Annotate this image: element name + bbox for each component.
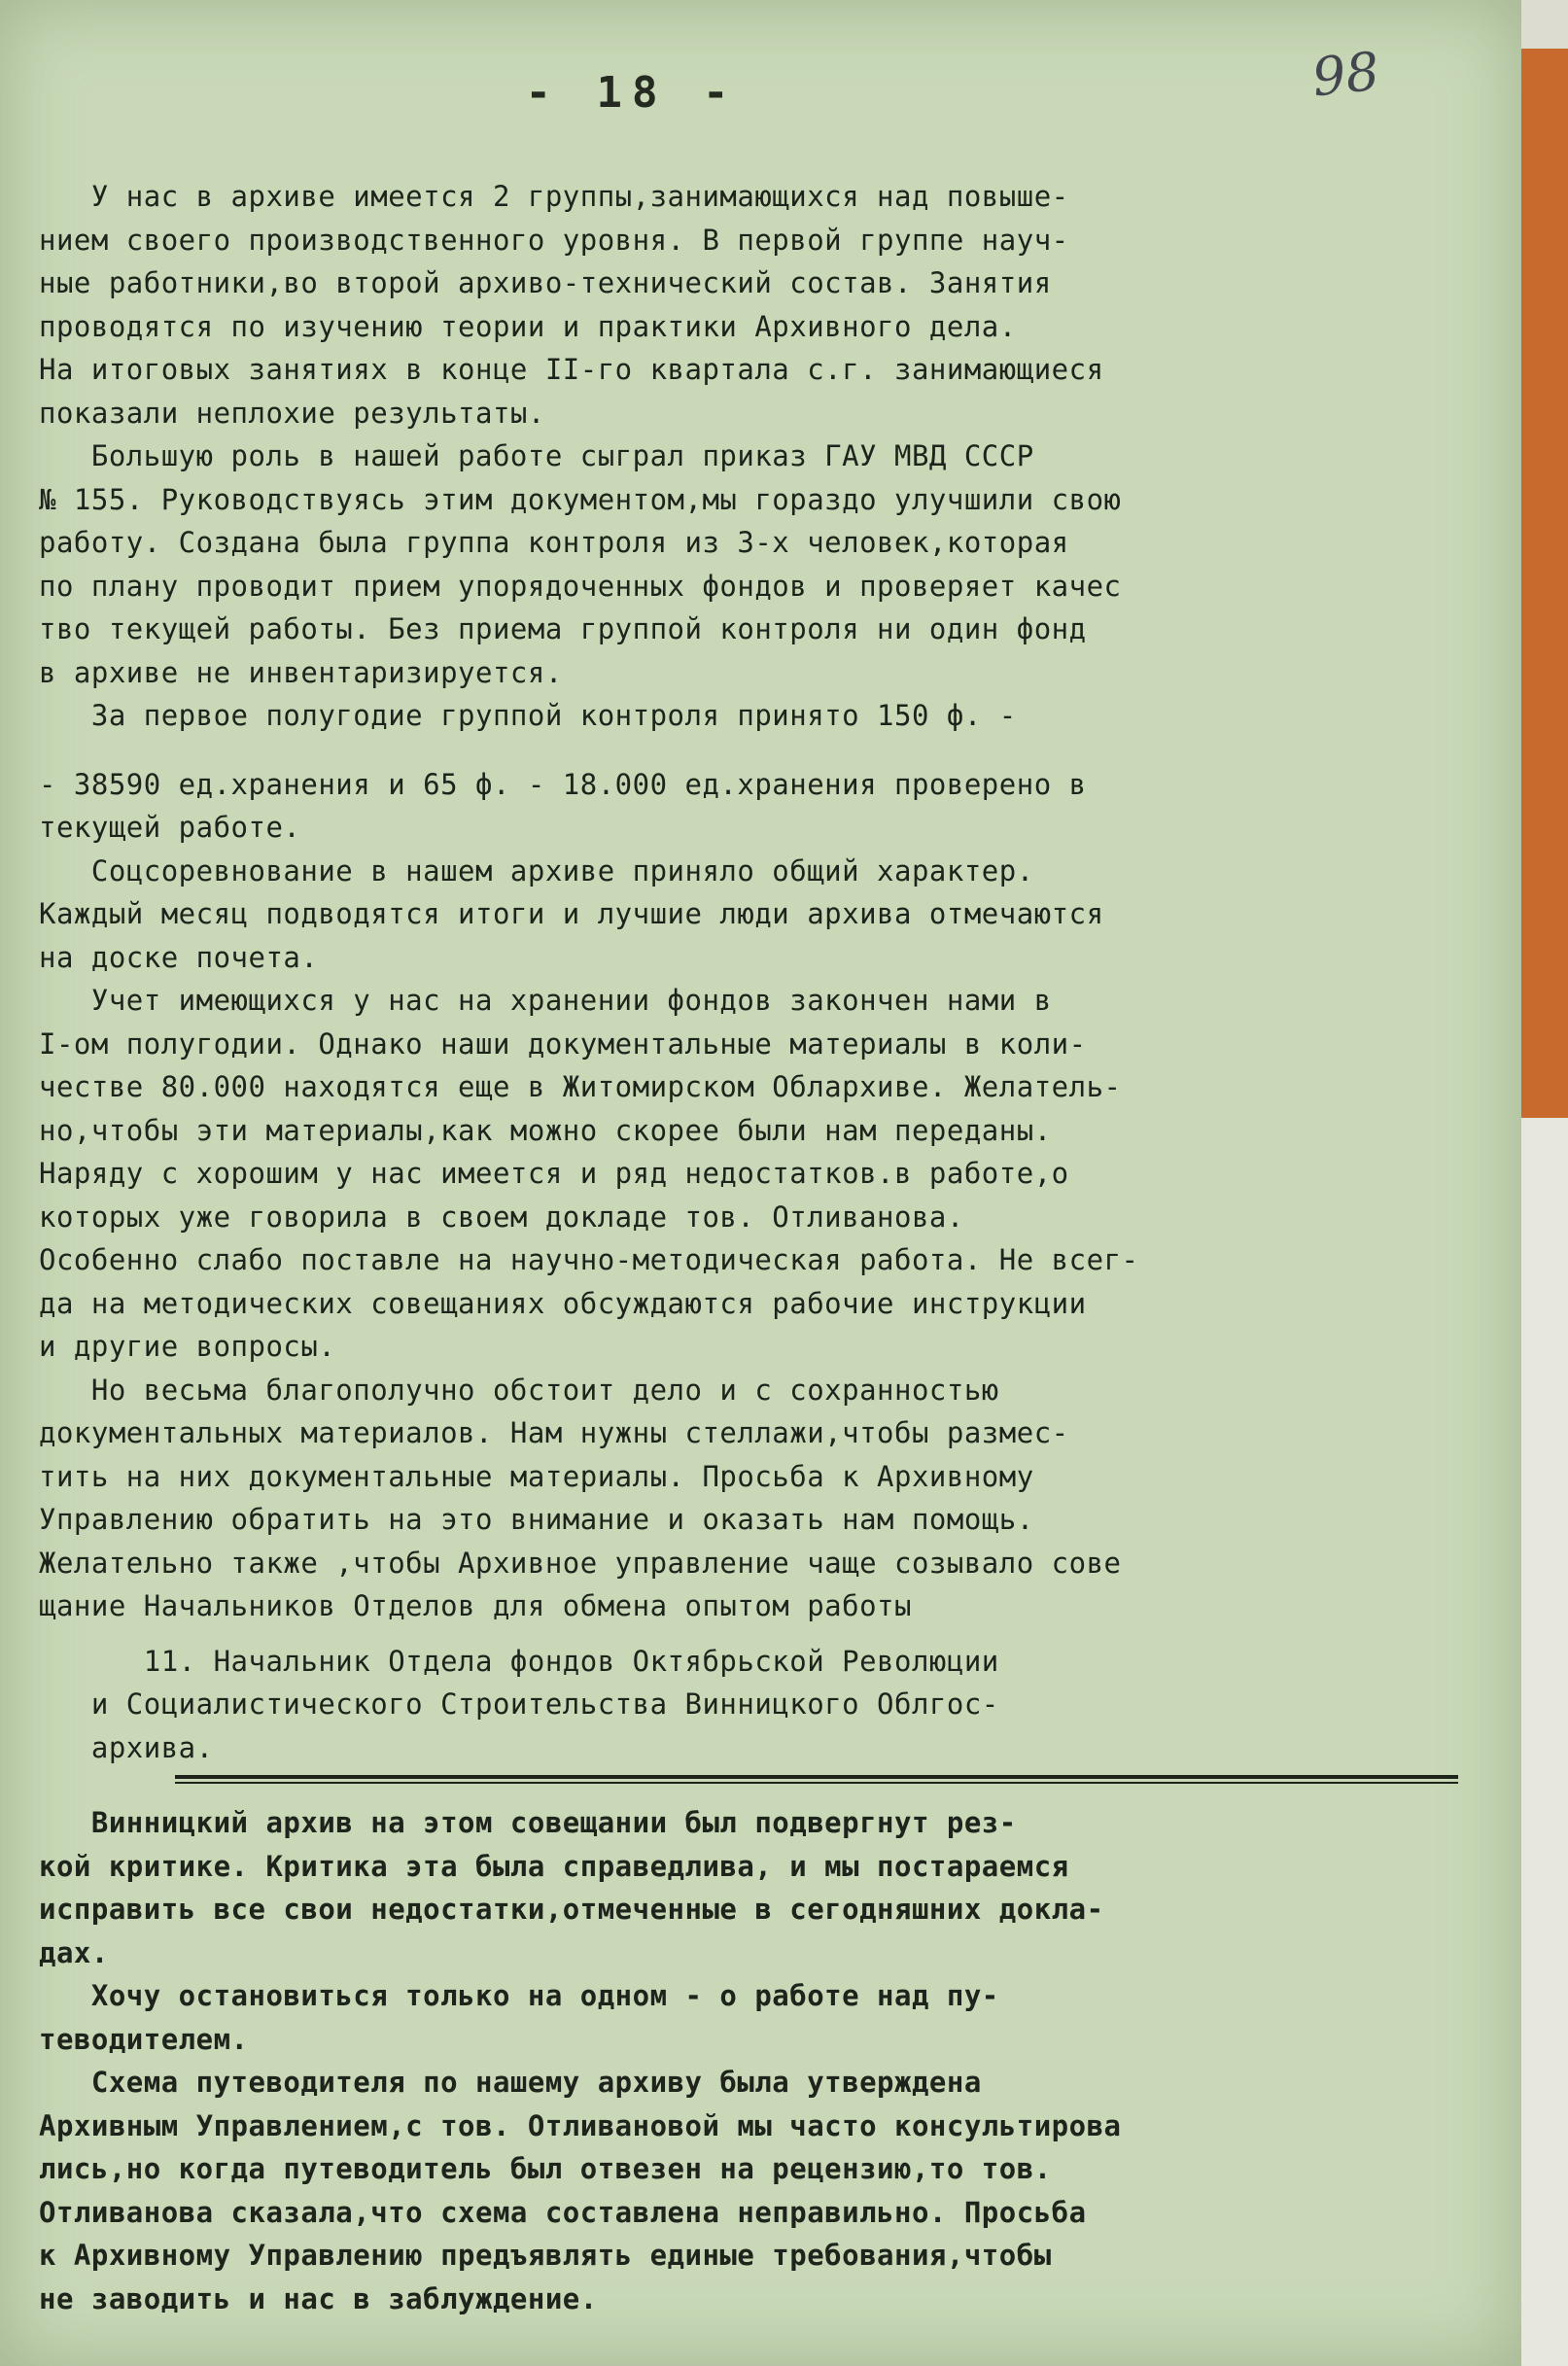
text-line: дах. (39, 1935, 109, 1969)
text-line: текущей работе. (39, 811, 301, 844)
text-line: по плану проводит прием упорядоченных фондов и проверяет качес (39, 569, 1122, 603)
text-line: - 38590 ед.хранения и 65 ф. - 18.000 ед.хранения проверено в (39, 767, 1087, 801)
text-line: Но весьма благополучно обстоит дело и с сохранностью (39, 1373, 999, 1407)
text-line: и другие вопросы. (39, 1330, 336, 1363)
text-line: которых уже говорила в своем докладе тов. Отливанова. (39, 1200, 964, 1234)
text-line: в архиве не инвентаризируется. (39, 655, 563, 689)
text-line: Желательно также ,чтобы Архивное управление чаще созывало сове (39, 1546, 1122, 1580)
text-line: щание Начальников Отделов для обмена опытом работы (39, 1589, 912, 1622)
text-line: к Архивному Управлению предъявлять единые требования,чтобы (39, 2239, 1052, 2272)
text-line: Наряду с хорошим у нас имеется и ряд недостатков.в работе,о (39, 1157, 1069, 1190)
text-line: честве 80.000 находятся еще в Житомирском Облархиве. Желатель- (39, 1070, 1122, 1103)
page-number: - 18 - (525, 68, 739, 118)
text-line: Каждый месяц подводятся итоги и лучшие люди архива отмечаются (39, 897, 1104, 930)
typed-text-body (39, 175, 1497, 2320)
folder-edge (1521, 49, 1568, 1118)
text-line: теводителем. (39, 2022, 249, 2056)
text-line: архива. (39, 1730, 214, 1764)
text-line: На итоговых занятиях в конце II-го квартала с.г. занимающиеся (39, 353, 1104, 386)
text-line: Соцсоревнование в нашем архиве приняло общий характер. (39, 853, 1034, 887)
text-line: но,чтобы эти материалы,как можно скорее были нам переданы. (39, 1113, 1052, 1147)
text-line: 11. Начальник Отдела фондов Октябрьской Революции (39, 1644, 999, 1678)
text-line: лись,но когда путеводитель был отвезен на рецензию,то тов. (39, 2152, 1052, 2185)
text-line: Особенно слабо поставле на научно-методическая работа. Не всег- (39, 1243, 1139, 1276)
handwritten-folio-number: 98 (1308, 40, 1382, 109)
section-heading (39, 1640, 1497, 1770)
text-line: не заводить и нас в заблуждение. (39, 2281, 598, 2315)
text-line: I-ом полугодии. Однако наши документальные материалы в коли- (39, 1026, 1087, 1061)
paragraph-block-top (39, 175, 1497, 738)
text-line: Архивным Управлением,с тов. Отливановой мы часто консультирова (39, 2108, 1122, 2142)
text-line: Хочу остановиться только на одном - о работе над пу- (39, 1979, 999, 2012)
text-line: Большую роль в нашей работе сыграл приказ ГАУ МВД СССР (39, 439, 1034, 472)
text-line: ные работники,во второй архиво-технический состав. Занятия (39, 266, 1052, 299)
text-line: тво текущей работы. Без приема группой контроля ни один фонд (39, 612, 1087, 645)
text-line: Управлению обратить на это внимание и оказать нам помощь. (39, 1503, 1034, 1536)
paragraph-block-middle (39, 763, 1497, 1628)
text-line: исправить все свои недостатки,отмеченные в сегодняшних докла- (39, 1893, 1104, 1926)
text-line: тить на них документальные материалы. Просьба к Архивному (39, 1459, 1034, 1493)
text-line: Учет имеющихся у нас на хранении фондов закончен нами в (39, 984, 1052, 1017)
text-line: на доске почета. (39, 940, 319, 974)
text-line: проводятся по изучению теории и практики Архивного дела. (39, 309, 1017, 343)
text-line: № 155. Руководствуясь этим документом,мы гораздо улучшили свою (39, 482, 1122, 516)
text-line: Отливанова сказала,что схема составлена неправильно. Просьба (39, 2195, 1087, 2229)
text-line: Схема путеводителя по нашему архиву была утверждена (39, 2066, 982, 2099)
text-line: да на методических совещаниях обсуждаются рабочие инструкции (39, 1286, 1087, 1320)
text-line: Винницкий архив на этом совещании был подвергнут рез- (39, 1806, 1017, 1839)
text-line: и Социалистического Строительства Винницкого Облгос- (39, 1688, 999, 1721)
text-line: показали неплохие результаты. (39, 396, 545, 430)
text-line: работу. Создана была группа контроля из 3-х человек,которая (39, 526, 1069, 559)
paragraph-block-bottom (39, 1801, 1497, 2320)
text-line: документальных материалов. Нам нужны стеллажи,чтобы размес- (39, 1416, 1069, 1449)
text-line: У нас в архиве имеется 2 группы,занимающихся над повыше- (39, 180, 1069, 213)
text-line: нием своего производственного уровня. В первой группе науч- (39, 223, 1069, 257)
section-divider-line (175, 1775, 1458, 1784)
background-edge (1521, 1118, 1568, 2366)
text-line: За первое полугодие группой контроля принято 150 ф. - (39, 699, 1017, 732)
text-line: кой критике. Критика эта была справедлива, и мы постараемся (39, 1849, 1069, 1883)
